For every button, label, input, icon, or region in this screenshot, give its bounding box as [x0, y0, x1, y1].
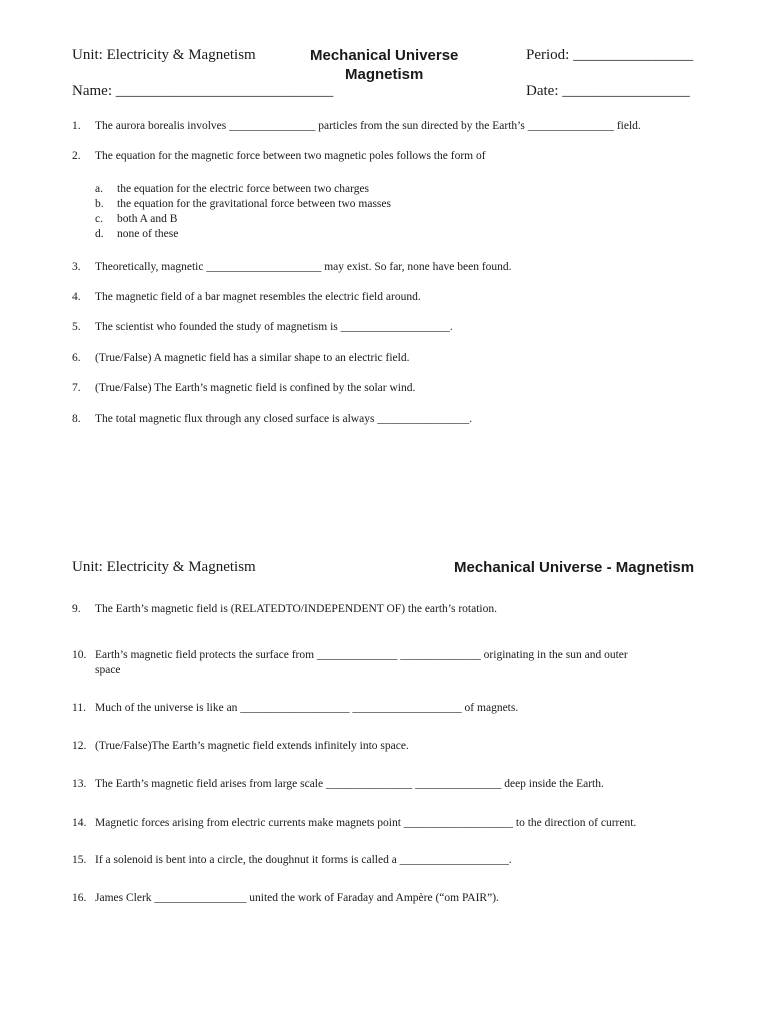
question-text[interactable]: (True/False)The Earth’s magnetic field extends infinitely into space.	[95, 740, 409, 752]
question-number: 10.	[72, 649, 87, 661]
question-number: 12.	[72, 740, 87, 752]
question-number: 6.	[72, 352, 81, 364]
question-number: 4.	[72, 291, 81, 303]
question-text[interactable]: The scientist who founded the study of magnetism is ___________________.	[95, 321, 453, 333]
question-text: The magnetic field of a bar magnet resembles the electric field around.	[95, 291, 421, 303]
option-text: both A and B	[117, 213, 178, 225]
unit-label: Unit: Electricity & Magnetism	[72, 47, 256, 63]
question-text[interactable]: (True/False) A magnetic field has a similar shape to an electric field.	[95, 352, 410, 364]
name-field[interactable]: Name: _____________________________	[72, 83, 334, 99]
question-text[interactable]: Earth’s magnetic field protects the surface from ______________ ______________ originating in the sun and outer	[95, 649, 628, 661]
question-number: 11.	[72, 702, 86, 714]
period-field[interactable]: Period: ________________	[526, 47, 694, 63]
question-number: 15.	[72, 854, 87, 866]
question-number: 16.	[72, 892, 87, 904]
title-bottom: Mechanical Universe - Magnetism	[454, 559, 695, 576]
question-text[interactable]: The total magnetic flux through any closed surface is always ________________.	[95, 413, 473, 425]
option-letter: c.	[95, 213, 103, 225]
option-letter: d.	[95, 228, 104, 240]
date-field[interactable]: Date: _________________	[526, 83, 690, 99]
question-number: 5.	[72, 321, 81, 333]
option-letter: a.	[95, 183, 103, 195]
question-text[interactable]: (True/False) The Earth’s magnetic field is confined by the solar wind.	[95, 382, 416, 394]
question-number: 7.	[72, 382, 81, 394]
option-text: the equation for the gravitational force between two masses	[117, 198, 391, 210]
option-text: none of these	[117, 228, 179, 240]
unit-label-bottom: Unit: Electricity & Magnetism	[72, 559, 256, 575]
question-text: The equation for the magnetic force between two magnetic poles follows the form of	[95, 150, 486, 162]
title-line2: Magnetism	[345, 66, 424, 83]
question-text[interactable]: Magnetic forces arising from electric currents make magnets point ___________________ to the direction of current.	[95, 817, 637, 829]
option-letter: b.	[95, 198, 104, 210]
question-number: 2.	[72, 150, 81, 162]
question-text[interactable]: The aurora borealis involves _______________ particles from the sun directed by the Earth’s _______________ field.	[95, 120, 641, 132]
question-number: 9.	[72, 603, 81, 615]
question-number: 1.	[72, 120, 81, 132]
option-text: the equation for the electric force between two charges	[117, 183, 370, 195]
question-number: 13.	[72, 778, 87, 790]
question-text[interactable]: Much of the universe is like an ___________________ ___________________ of magnets.	[95, 702, 519, 714]
question-number: 8.	[72, 413, 81, 425]
question-number: 14.	[72, 817, 87, 829]
title-line1: Mechanical Universe	[310, 47, 459, 64]
question-number: 3.	[72, 261, 81, 273]
question-text-continued: space	[95, 664, 121, 676]
question-text[interactable]: The Earth’s magnetic field is (RELATEDTO/INDEPENDENT OF) the earth’s rotation.	[95, 603, 497, 615]
question-text[interactable]: The Earth’s magnetic field arises from large scale _______________ _______________ deep inside the Earth.	[95, 778, 604, 790]
question-text[interactable]: If a solenoid is bent into a circle, the doughnut it forms is called a ___________________.	[95, 854, 512, 866]
question-text[interactable]: Theoretically, magnetic ____________________ may exist. So far, none have been found.	[95, 261, 512, 273]
question-text[interactable]: James Clerk ________________ united the work of Faraday and Ampère (“om PAIR”).	[95, 892, 499, 904]
